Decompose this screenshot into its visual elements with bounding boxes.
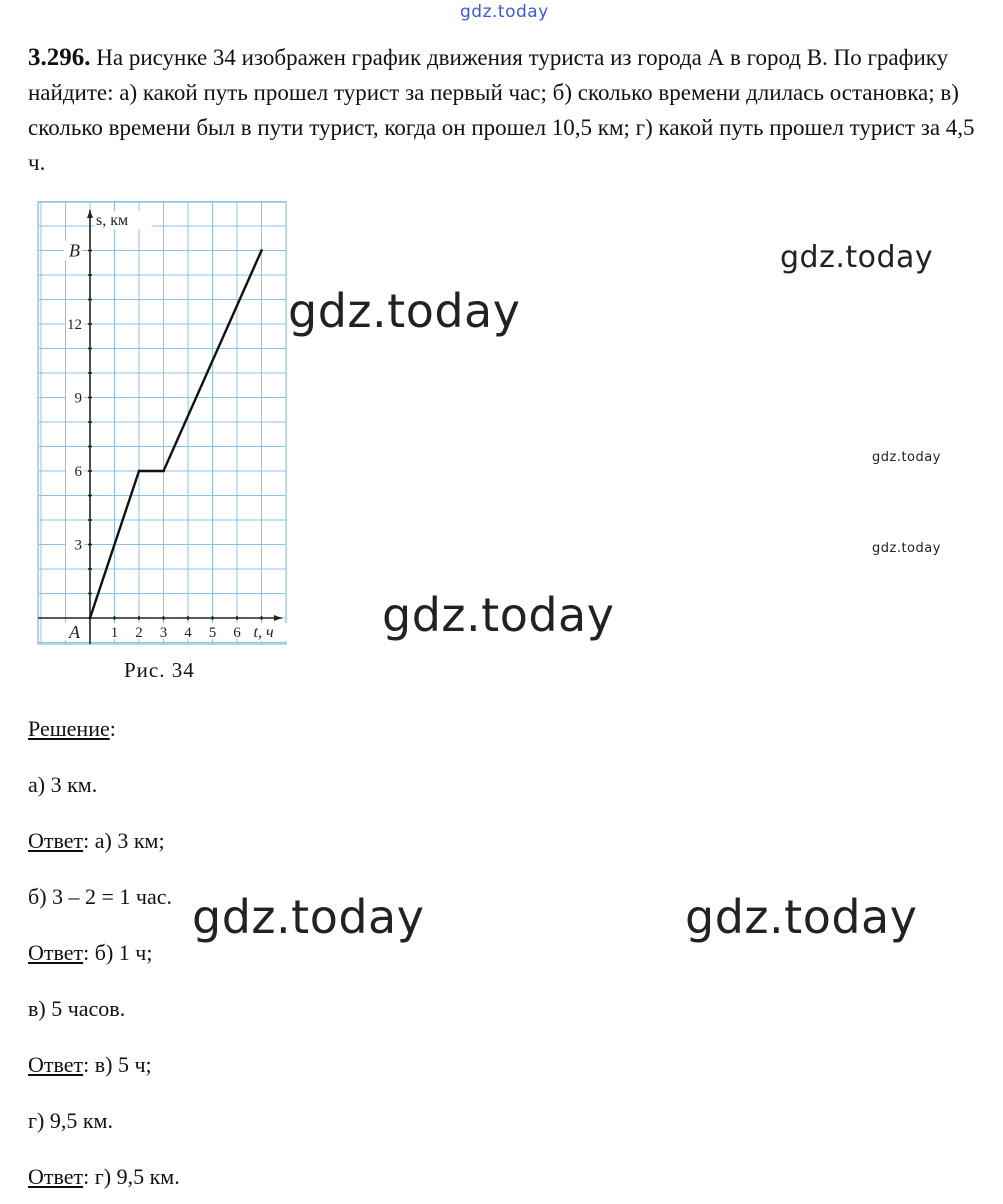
figure-caption: Рис. 34 [124, 658, 195, 682]
origin-label: A [69, 622, 80, 642]
watermark-top: gdz.today [460, 2, 549, 22]
x-tick-label: 3 [159, 625, 168, 641]
series-point [260, 249, 263, 252]
watermark: gdz.today [780, 240, 934, 275]
solution-line: а) 3 км. [28, 772, 98, 797]
y-tick-label: 12 [67, 317, 82, 333]
answer-line: Ответ: г) 9,5 км. [28, 1164, 180, 1189]
problem-number: 3.296. [28, 44, 91, 71]
y-tick-label: 9 [74, 390, 82, 407]
x-tick-label: 6 [233, 625, 241, 641]
x-tick-label: 1 [110, 625, 119, 641]
distance-time-chart [36, 200, 288, 646]
solution-line: г) 9,5 км. [28, 1108, 113, 1133]
watermark: gdz.today [192, 890, 425, 944]
solution-line: в) 5 часов. [28, 996, 126, 1021]
x-tick-label: 2 [135, 625, 143, 641]
watermark: gdz.today [288, 284, 521, 338]
watermark: gdz.today [382, 588, 615, 642]
x-tick-label: 5 [208, 625, 217, 641]
end-label: B [69, 240, 80, 261]
series-point [138, 470, 141, 473]
series-point [162, 470, 165, 473]
series-point [89, 617, 92, 620]
y-tick-label: 6 [74, 464, 82, 480]
watermark: gdz.today [872, 541, 941, 556]
y-tick-label: 3 [74, 537, 82, 554]
grid-frame [38, 202, 286, 644]
answer-line: Ответ: в) 5 ч; [28, 1052, 152, 1077]
answer-line: Ответ: б) 1 ч; [28, 940, 153, 965]
x-tick-label: 4 [184, 625, 192, 641]
problem-statement [28, 40, 980, 180]
watermark: gdz.today [685, 890, 918, 944]
problem-text: На рисунке 34 изображен график движения туриста из города А в город В. По графику найдите: а) какой путь прошел турист за первый час; б) сколько времени длилась остановка; в) сколько времени был в пути турист, когда он прошел 10,5 км; г) какой путь прошел турист за 4,5 ч. [28, 45, 975, 175]
watermark: gdz.today [872, 450, 941, 465]
solution-heading: Решение: [28, 716, 116, 741]
solution-line: б) 3 – 2 = 1 час. [28, 884, 173, 909]
answer-line: Ответ: а) 3 км; [28, 828, 165, 853]
x-axis-label: t, ч [253, 624, 274, 641]
y-axis-label: s, км [96, 212, 129, 229]
